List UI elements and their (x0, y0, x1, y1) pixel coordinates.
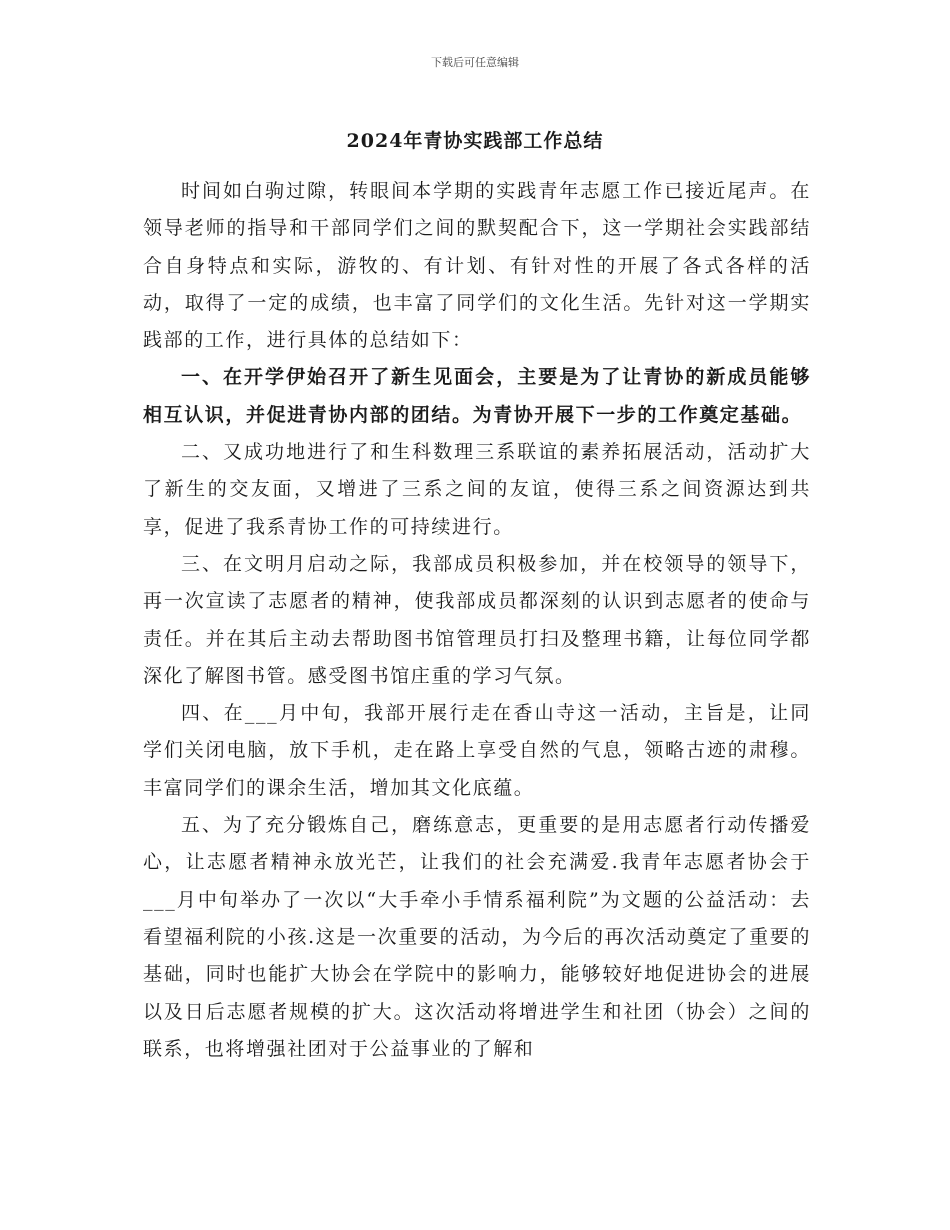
document-body (143, 173, 811, 1068)
paragraph-item-4: 四、在___月中旬，我部开展行走在香山寺这一活动，主旨是，让同学们关闭电脑，放下手机，走在路上享受自然的气息，领略古迹的肃穆。丰富同学们的课余生活，增加其文化底蕴。 (143, 702, 811, 799)
paragraph-item-1: 一、在开学伊始召开了新生见面会，主要是为了让青协的新成员能够相互认识，并促进青协内部的团结。为青协开展下一步的工作奠定基础。 (143, 366, 811, 426)
paragraph-intro: 时间如白驹过隙，转眼间本学期的实践青年志愿工作已接近尾声。在领导老师的指导和干部同学们之间的默契配合下，这一学期社会实践部结合自身特点和实际，游牧的、有计划、有针对性的开展了各式各样的活动，取得了一定的成绩，也丰富了同学们的文化生活。先针对这一学期实践部的工作，进行具体的总结如下： (143, 180, 811, 352)
paragraph-item-2: 二、又成功地进行了和生科数理三系联谊的素养拓展活动，活动扩大了新生的交友面，又增进了三系之间的友谊，使得三系之间资源达到共享，促进了我系青协工作的可持续进行。 (143, 441, 811, 538)
page-header: 下载后可任意编辑 (431, 56, 519, 69)
paragraph-item-5: 五、为了充分锻炼自己，磨练意志，更重要的是用志愿者行动传播爱心，让志愿者精神永放光芒，让我们的社会充满爱.我青年志愿者协会于___月中旬举办了一次以“大手牵小手情系福利院”为文题的公益活动：去看望福利院的小孩.这是一次重要的活动，为今后的再次活动奠定了重要的基础，同时也能扩大协会在学院中的影响力，能够较好地促进协会的进展以及日后志愿者规模的扩大。这次活动将增进学生和社团（协会）之间的联系，也将增强社团对于公益事业的了解和 (143, 814, 811, 1060)
paragraph-item-3: 三、在文明月启动之际，我部成员积极参加，并在校领导的领导下，再一次宣读了志愿者的精神，使我部成员都深刻的认识到志愿者的使命与责任。并在其后主动去帮助图书馆管理员打扫及整理书籍，让每位同学都深化了解图书管。感受图书馆庄重的学习气氛。 (143, 552, 811, 687)
document-title: 2024年青协实践部工作总结 (346, 130, 604, 152)
